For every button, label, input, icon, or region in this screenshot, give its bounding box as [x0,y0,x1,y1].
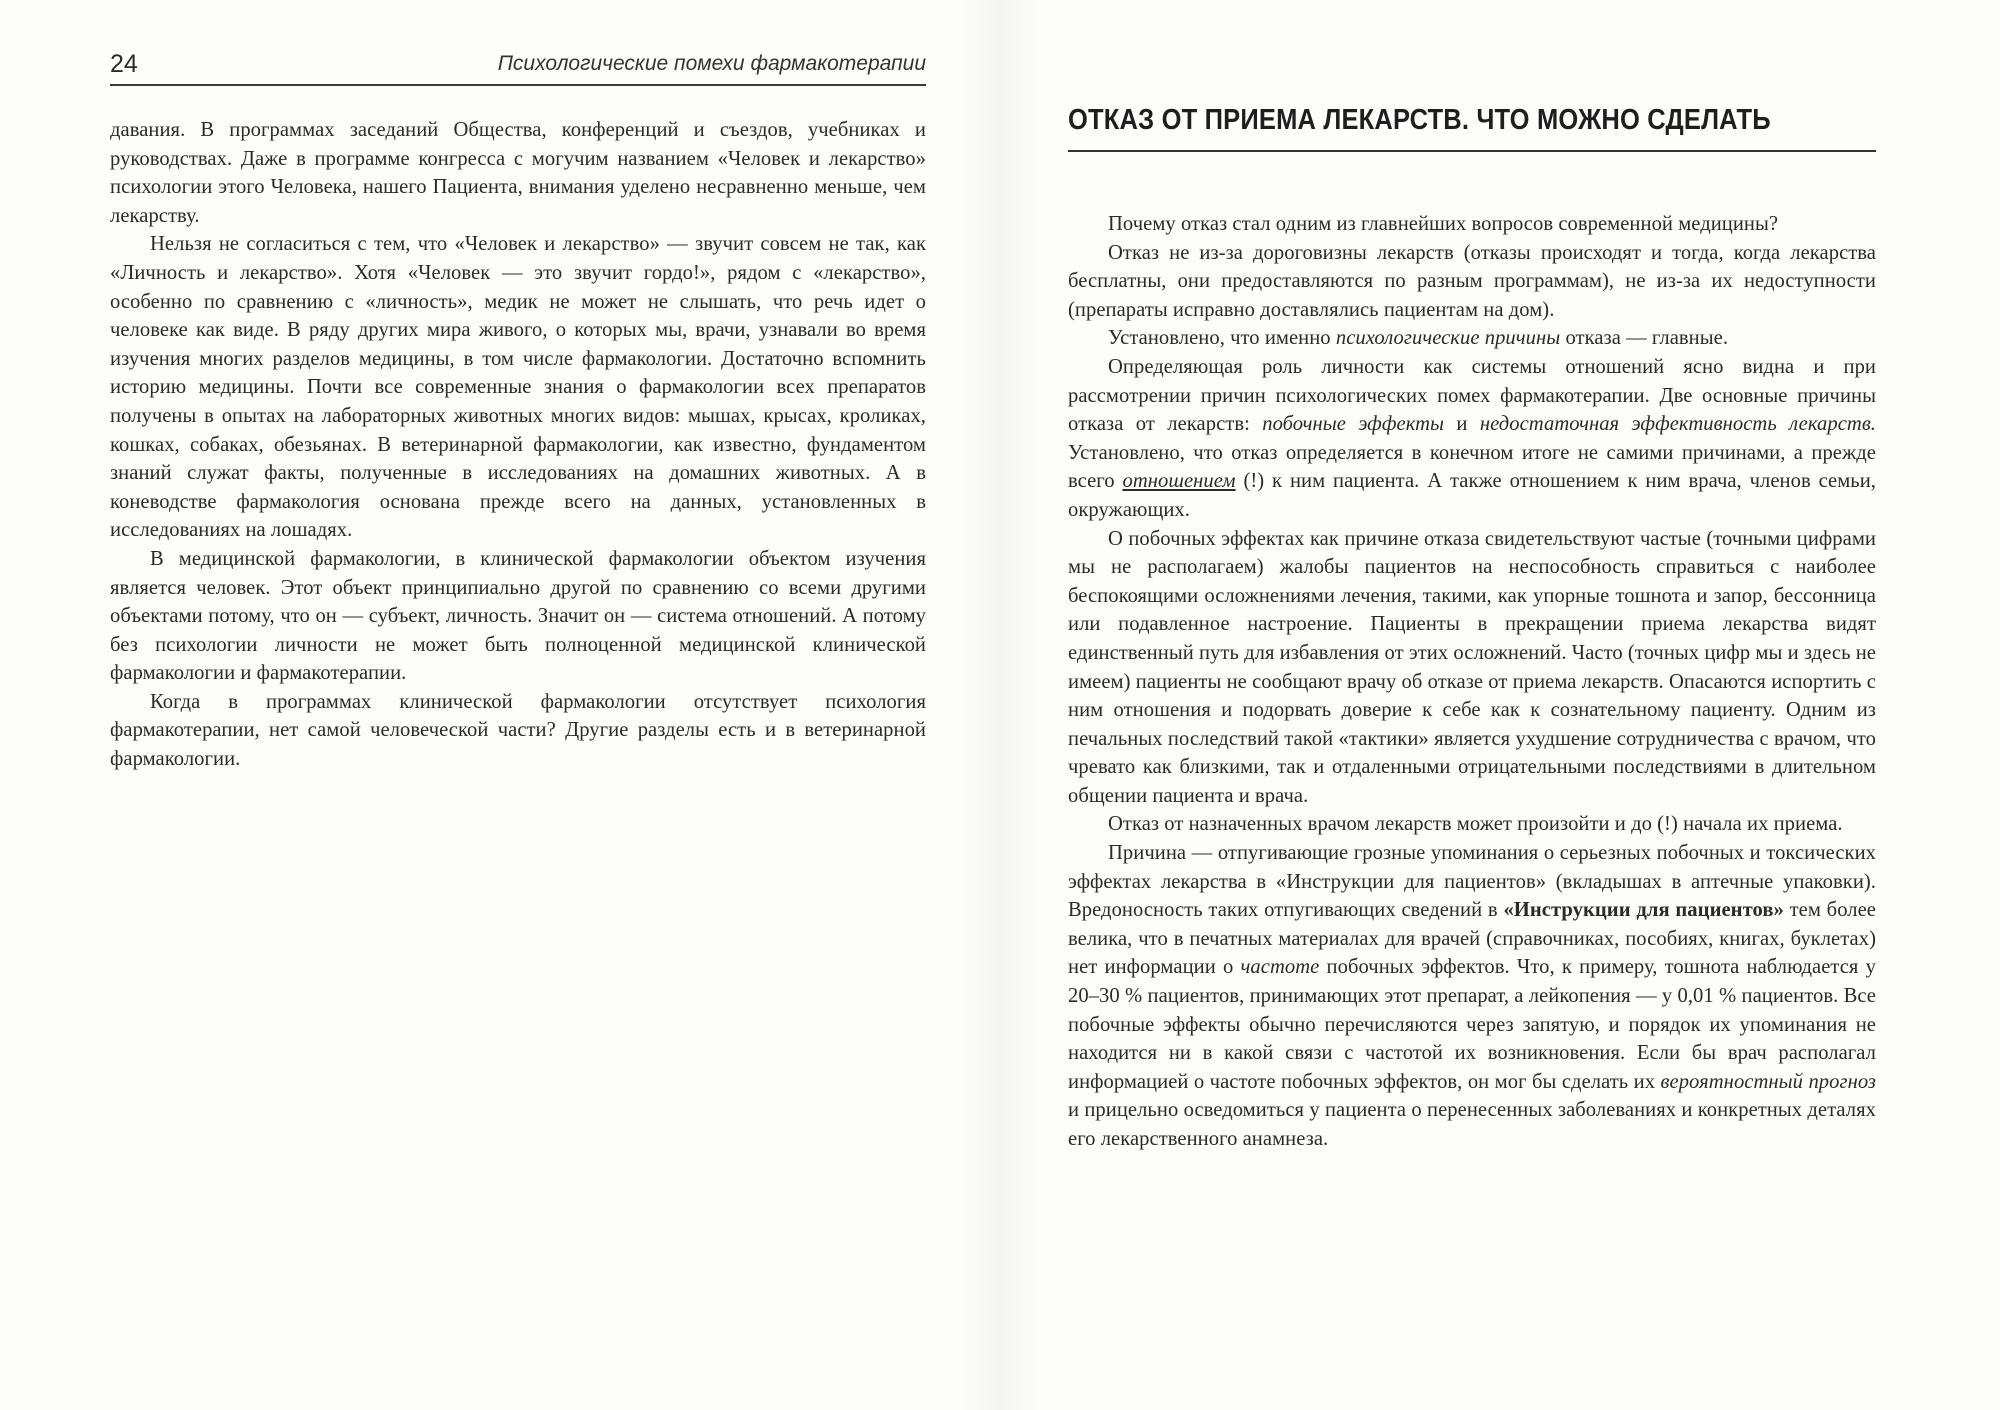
running-head [110,50,926,86]
text-run: и [1444,413,1480,436]
underlined-emphasis: отношением [1122,470,1236,493]
text-run: (!) к ним пациента. А также отношением к ним врача, членов семьи, окружающих. [1068,470,1876,521]
paragraph: давания. В программах заседаний Общества, конференций и съездов, учебниках и руководствах. Даже в программе конгресса с могучим названием «Человек и лекарство» психологии этого Человека, нашего Пациента, внимания уделено несравненно меньше, чем лекарству. [110,119,926,227]
text-run: и прицельно осведомиться у пациента о перенесенных заболеваниях и конкретных деталях его лекарственного анамнеза. [1068,1099,1876,1150]
paragraph: В медицинской фармакологии, в клинической фармакологии объектом изучения является человек. Этот объект принципиально другой по сравнению со всеми другими объектами потому, что он — субъект, личность. Значит он — система отношений. А потому без психологии личности не может быть полноценной медицинской клинической фармакологии и фармакотерапии. [110,547,926,685]
bold-emphasis: «Инструкции для пациентов» [1503,899,1784,922]
left-text-column [110,116,926,774]
text-run: тем более велика, что в печатных материалах для врачей (справочниках, пособиях, книгах, буклетах) нет информации о [1068,899,1876,979]
italic-emphasis: недостаточная эффективность лекарств. [1479,413,1877,436]
page-number: 24 [110,50,138,78]
text-run: Установлено, что отказ определяется в конечном итоге не самими причинами, а прежде всего [1068,441,1876,493]
paragraph: О побочных эффектах как причине отказа свидетельствуют частые (точными цифрами мы не располагаем) жалобы пациентов на неспособность справиться с наиболее беспокоящими осложнениями лечения, такими, как упорные тошнота и запор, бессонница или подавленное настроение. Пациенты в прекращении приема лекарства видят единственный путь для избавления от этих осложнений. Часто (точных цифр мы и здесь не имеем) пациенты не сообщают врачу об отказе от приема лекарств. Опасаются испортить с ним отношения и подорвать доверие к себе как к сознательному пациенту. Одним из печальных последствий такой «тактики» является ухудшение сотрудничества с врачом, что чревато как близкими, так и отдаленными отрицательными последствиями в длительном общении пациента и врача. [1068,527,1876,807]
italic-emphasis: вероятностный прогноз [1660,1070,1876,1093]
italic-emphasis: психологические причины [1335,327,1561,350]
chapter-title: ОТКАЗ ОТ ПРИЕМА ЛЕКАРСТВ. ЧТО МОЖНО СДЕЛАТЬ [1068,104,1771,136]
text-run: Причина — отпугивающие грозные упоминания о серьезных побочных и токсических эффектах лекарства в «Инструкции для пациентов» (вкладышах в аптечные упаковки). Вредоносность таких отпугивающих сведений в [1068,842,1876,922]
paragraph: Когда в программах клинической фармакологии отсутствует психология фармакотерапии, нет самой человеческой части? Другие разделы есть и в ветеринарной фармакологии. [110,690,926,771]
text-run: побочных эффектов. Что, к примеру, тошнота наблюдается у 20–30 % пациентов, принимающих этот препарат, а лейкопения — у 0,01 % пациентов. Все побочные эффекты обычно перечисляются через запятую, и порядок их упоминания не находится ни в какой связи с частотой их возникновения. Если бы врач располагал информацией о частоте побочных эффектов, он мог бы сделать их [1068,956,1876,1093]
paragraph [1068,324,1876,353]
right-page [1000,0,2000,1410]
paragraph [1068,353,1876,525]
text-run: отказа — главные. [1560,327,1729,350]
right-text-column [1068,210,1876,1154]
paragraph: Отказ от назначенных врачом лекарств может произойти и до (!) начала их приема. [1108,813,1843,836]
italic-emphasis: частоте [1240,956,1320,979]
text-run: Установлено, что именно [1108,327,1336,350]
text-run: Определяющая роль личности как системы отношений ясно видна и при рассмотрении причин психологических помех фармакотерапии. Две основные причины отказа от лекарств: [1068,355,1876,436]
paragraph: Отказ не из-за дороговизны лекарств (отказы происходят и тогда, когда лекарства бесплатны, они предоставляются по разным программам), не из-за их недоступности (препараты исправно доставлялись пациентам на дом). [1068,241,1876,321]
paragraph: Почему отказ стал одним из главнейших вопросов современной медицины? [1108,213,1779,235]
paragraph: Нельзя не согласиться с тем, что «Человек и лекарство» — звучит совсем не так, как «Личность и лекарство». Хотя «Человек — это звучит гордо!», рядом с «лекарство», особенно по сравнению с «личность», медик не может не слышать, что речь идет о человеке как виде. В ряду других мира живого, о которых мы, врачи, узнавали во время изучения многих разделов медицины, в том числе фармакологии. Достаточно вспомнить историю медицины. Почти все современные знания о фармакологии всех препаратов получены в опытах на лабораторных животных многих видов: мышах, крысах, кроликах, кошках, собаках, обезьянах. В ветеринарной фармакологии, как известно, фундаментом знаний служат факты, полученные в исследованиях на домашних животных. А в коневодстве фармакология основана прежде всего на данных, установленных в исследованиях на лошадях. [110,233,926,542]
italic-emphasis: побочные эффекты [1262,413,1445,436]
paragraph [1068,839,1876,1154]
running-title: Психологические помехи фармакотерапии [497,52,926,75]
chapter-title-rule [1068,150,1876,152]
